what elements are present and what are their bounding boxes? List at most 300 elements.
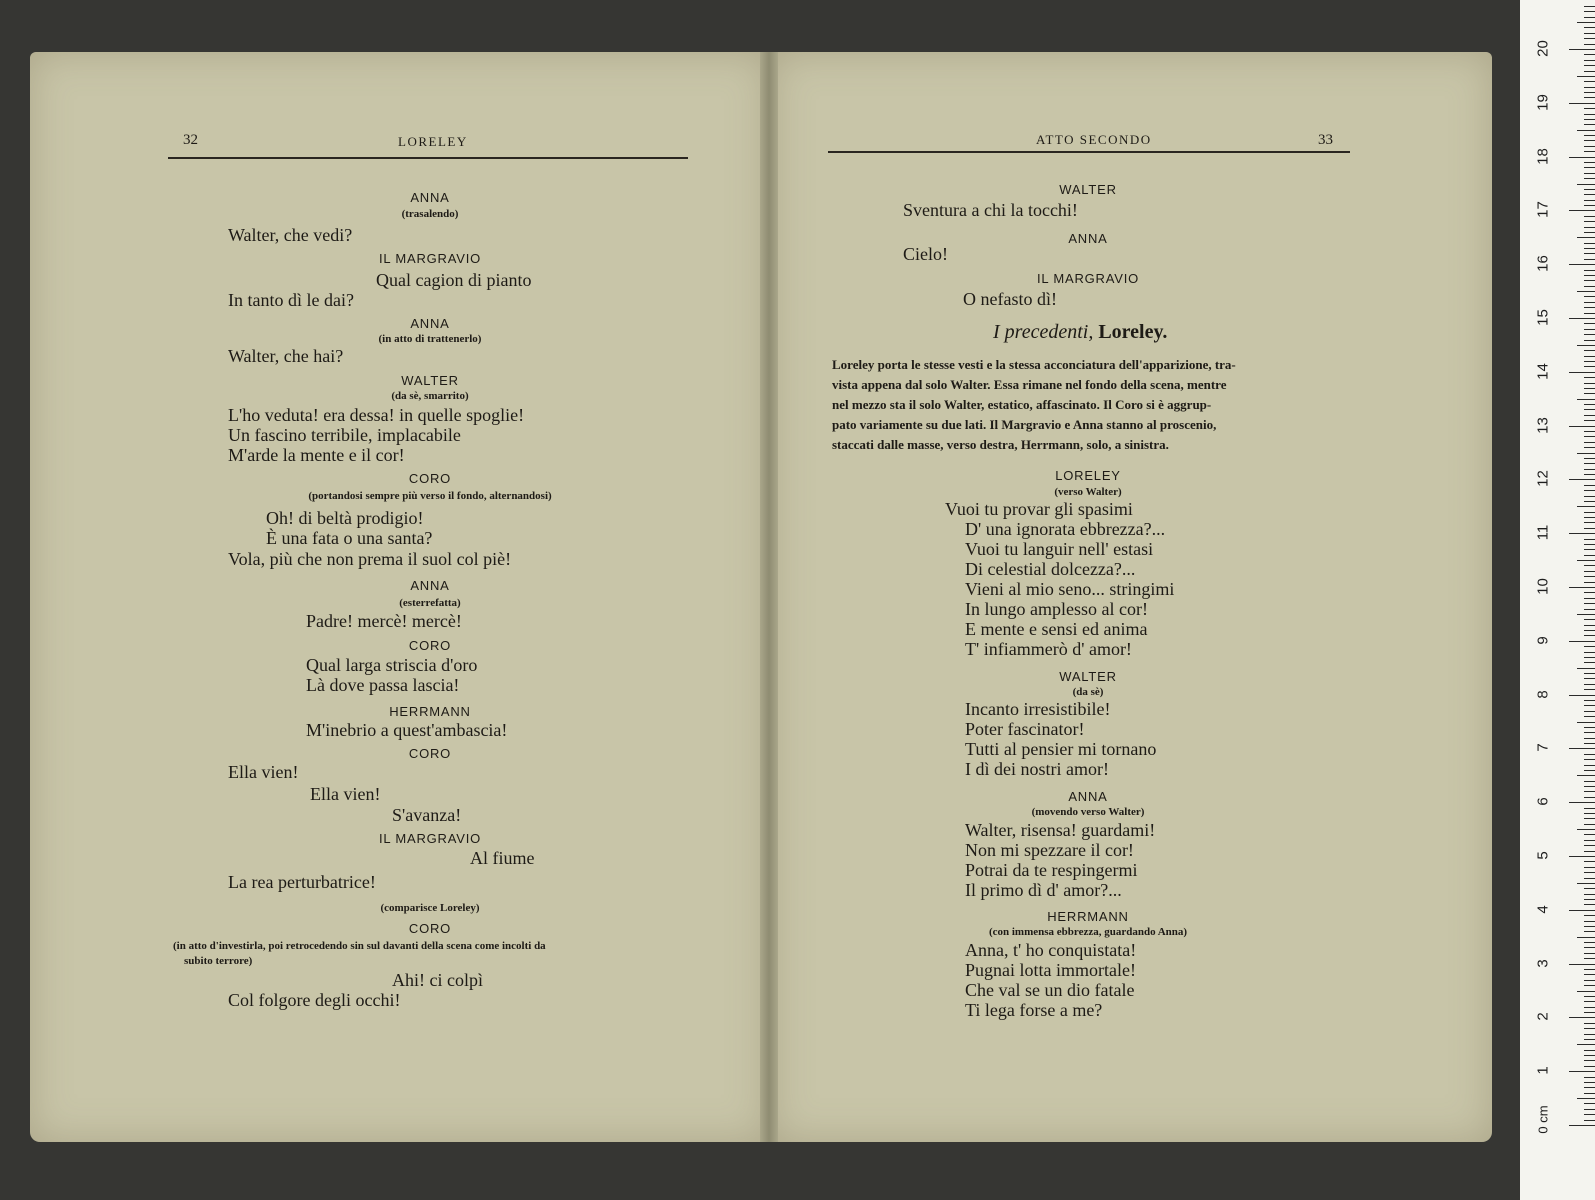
ruler-tick [1584, 759, 1595, 760]
ruler-tick [1584, 259, 1595, 260]
ruler-tick [1584, 253, 1595, 254]
ruler-tick [1584, 662, 1595, 663]
ruler-tick [1584, 867, 1595, 868]
left-speaker-name: HERRMANN [389, 704, 471, 719]
right-stage-direction: (verso Walter) [1054, 486, 1122, 498]
ruler-tick [1577, 399, 1595, 400]
ruler-number: 10 [1534, 578, 1552, 595]
ruler-tick [1569, 641, 1595, 642]
ruler-number: 18 [1534, 147, 1552, 165]
ruler-tick [1584, 818, 1595, 819]
ruler-tick [1584, 947, 1595, 948]
ruler-tick [1584, 705, 1595, 706]
ruler-tick [1584, 178, 1595, 179]
ruler-tick [1584, 296, 1595, 297]
ruler-tick [1577, 883, 1595, 884]
ruler-tick [1577, 506, 1595, 507]
right-running-head: ATTO SECONDO [1036, 132, 1152, 147]
ruler-tick [1584, 888, 1595, 889]
ruler-tick [1584, 813, 1595, 814]
ruler-tick [1584, 340, 1595, 341]
ruler-tick [1584, 980, 1595, 981]
ruler-tick [1584, 996, 1595, 997]
ruler-tick [1584, 474, 1595, 475]
ruler-tick [1584, 393, 1595, 394]
scene-note [832, 355, 1236, 455]
ruler-tick [1569, 157, 1595, 158]
ruler-tick [1584, 754, 1595, 755]
right-speaker-name: ANNA [1068, 789, 1108, 804]
right-speaker-name: ANNA [1068, 231, 1108, 246]
ruler-tick [1584, 490, 1595, 491]
ruler-tick [1584, 54, 1595, 55]
ruler-tick [1584, 926, 1595, 927]
ruler-tick [1584, 447, 1595, 448]
ruler-tick [1584, 97, 1595, 98]
ruler-tick [1577, 775, 1595, 776]
ruler-tick [1569, 1125, 1595, 1126]
ruler-tick [1577, 668, 1595, 669]
left-verse-line: In tanto dì le dai? [228, 290, 354, 310]
ruler-number: 11 [1534, 524, 1552, 541]
ruler-tick [1584, 436, 1595, 437]
ruler-tick [1569, 479, 1595, 480]
ruler-tick [1584, 404, 1595, 405]
ruler-tick [1577, 22, 1595, 23]
ruler-tick [1584, 899, 1595, 900]
ruler-tick [1584, 571, 1595, 572]
ruler-tick [1584, 1109, 1595, 1110]
right-speaker-name: LORELEY [1055, 468, 1121, 483]
left-verse-line: Padre! mercè! mercè! [306, 611, 462, 631]
ruler-tick [1569, 910, 1595, 911]
right-verse-line: Tutti al pensier mi tornano [965, 739, 1157, 759]
ruler-tick [1577, 237, 1595, 238]
ruler-tick [1584, 194, 1595, 195]
ruler-tick [1584, 878, 1595, 879]
ruler-tick [1584, 592, 1595, 593]
ruler-tick [1584, 582, 1595, 583]
right-verse-line: Ti lega forse a me? [965, 1000, 1103, 1020]
ruler-number: 6 [1534, 797, 1552, 806]
left-page-number: 32 [183, 132, 198, 148]
ruler-number: 7 [1534, 743, 1552, 753]
right-speaker-name: WALTER [1059, 669, 1117, 684]
scene-note-line: Loreley porta le stesse vesti e la stessa acconciatura dell'apparizione, tra- [832, 357, 1236, 372]
ruler-tick [1584, 275, 1595, 276]
left-verse-line: Ella vien! [310, 784, 381, 804]
left-stage-direction: (esterrefatta) [399, 597, 461, 609]
right-stage-direction: (con immensa ebbrezza, guardando Anna) [988, 926, 1188, 938]
ruler-tick [1584, 227, 1595, 228]
left-speaker-name: CORO [408, 471, 452, 486]
ruler-tick [1584, 555, 1595, 556]
ruler-tick [1584, 377, 1595, 378]
ruler-number: 5 [1534, 851, 1552, 860]
left-speaker-name: CORO [408, 746, 452, 761]
ruler-tick [1577, 937, 1595, 938]
ruler-tick [1584, 200, 1595, 201]
ruler-tick [1577, 76, 1595, 77]
ruler-tick [1584, 517, 1595, 518]
scene-title [993, 321, 1167, 344]
ruler-tick [1584, 974, 1595, 975]
ruler-tick [1584, 420, 1595, 421]
ruler-tick [1584, 366, 1595, 367]
left-speaker-name: IL MARGRAVIO [378, 831, 482, 846]
right-verse-line: Non mi spezzare il cor! [965, 840, 1134, 860]
right-verse-line: D' una ignorata ebbrezza?... [965, 519, 1166, 539]
ruler-tick [1569, 748, 1595, 749]
ruler-number: 2 [1534, 1012, 1552, 1022]
ruler-number: 15 [1534, 309, 1552, 326]
ruler-tick [1584, 71, 1595, 72]
ruler-tick [1584, 684, 1595, 685]
ruler-tick [1577, 722, 1595, 723]
ruler-tick [1584, 334, 1595, 335]
right-verse-line: Vuoi tu provar gli spasimi [945, 499, 1133, 519]
ruler-tick [1584, 329, 1595, 330]
right-verse-line: Vuoi tu languir nell' estasi [965, 539, 1154, 559]
ruler-tick [1584, 1055, 1595, 1056]
scene-note-line: nel mezzo sta il solo Walter, estatico, affascinato. Il Coro si è aggrup- [832, 397, 1212, 412]
ruler-tick [1584, 44, 1595, 45]
ruler-tick [1584, 598, 1595, 599]
scene-title-bold: Loreley. [1098, 321, 1168, 343]
ruler-tick [1584, 307, 1595, 308]
ruler-tick [1584, 1114, 1595, 1115]
right-verse-line: E mente e sensi ed anima [965, 619, 1148, 639]
ruler-tick [1584, 1001, 1595, 1002]
ruler-tick [1584, 512, 1595, 513]
ruler-number: 1 [1534, 1066, 1552, 1075]
ruler-tick [1584, 350, 1595, 351]
left-verse-line: Qual cagion di pianto [376, 270, 532, 290]
ruler-tick [1584, 700, 1595, 701]
ruler-tick [1584, 791, 1595, 792]
ruler-tick [1584, 609, 1595, 610]
left-running-head: LORELEY [398, 134, 468, 149]
ruler-tick [1584, 205, 1595, 206]
ruler-tick [1577, 1044, 1595, 1045]
ruler-tick [1584, 786, 1595, 787]
ruler-number: 4 [1534, 905, 1552, 914]
left-speaker-name: CORO [408, 921, 452, 936]
ruler-tick [1584, 1103, 1595, 1104]
ruler-tick [1584, 485, 1595, 486]
ruler-tick [1584, 280, 1595, 281]
ruler-tick [1584, 765, 1595, 766]
ruler-tick [1584, 953, 1595, 954]
ruler-tick [1584, 1007, 1595, 1008]
ruler-tick [1584, 522, 1595, 523]
ruler-tick [1584, 38, 1595, 39]
ruler-tick [1584, 313, 1595, 314]
ruler-tick [1584, 625, 1595, 626]
ruler-tick [1584, 383, 1595, 384]
ruler-tick [1584, 469, 1595, 470]
ruler-tick [1584, 442, 1595, 443]
ruler-tick [1584, 216, 1595, 217]
left-verse-line: L'ho veduta! era dessa! in quelle spoglie! [228, 405, 525, 425]
ruler-tick [1584, 146, 1595, 147]
left-verse-line: È una fata o una santa? [266, 528, 433, 548]
ruler-tick [1584, 1087, 1595, 1088]
ruler-tick [1584, 496, 1595, 497]
ruler-tick [1584, 323, 1595, 324]
ruler-tick [1569, 318, 1595, 319]
ruler-tick [1584, 286, 1595, 287]
ruler-tick [1584, 797, 1595, 798]
ruler-tick [1584, 189, 1595, 190]
ruler-tick [1584, 824, 1595, 825]
ruler-tick [1584, 1066, 1595, 1067]
ruler-tick [1584, 1012, 1595, 1013]
left-verse-line: Col folgore degli occhi! [228, 990, 401, 1010]
ruler-tick [1584, 894, 1595, 895]
ruler-tick [1584, 549, 1595, 550]
ruler-tick [1584, 81, 1595, 82]
ruler-tick [1584, 173, 1595, 174]
ruler-tick [1584, 539, 1595, 540]
ruler-tick [1584, 603, 1595, 604]
measuring-ruler [1520, 0, 1595, 1200]
scene-title-italic: I precedenti, [993, 321, 1094, 343]
ruler-tick [1584, 388, 1595, 389]
right-verse-line: O nefasto dì! [963, 289, 1057, 309]
ruler-tick [1584, 17, 1595, 18]
ruler-tick [1584, 6, 1595, 7]
ruler-tick [1584, 60, 1595, 61]
ruler-tick [1584, 1082, 1595, 1083]
ruler-tick [1584, 167, 1595, 168]
right-verse-line: Cielo! [903, 244, 948, 264]
ruler-tick [1584, 87, 1595, 88]
ruler-number: 13 [1534, 416, 1552, 434]
ruler-tick [1584, 969, 1595, 970]
right-verse-line: T' infiammerò d' amor! [965, 639, 1132, 659]
ruler-tick [1584, 635, 1595, 636]
ruler-tick [1569, 856, 1595, 857]
ruler-tick [1584, 915, 1595, 916]
ruler-tick [1584, 27, 1595, 28]
ruler-tick [1584, 458, 1595, 459]
left-verse-line: Walter, che vedi? [228, 225, 353, 245]
left-stage-direction: (da sè, smarrito) [391, 390, 469, 402]
ruler-tick [1584, 1120, 1595, 1121]
left-verse-line: Qual larga striscia d'oro [306, 655, 478, 675]
scene-note-line: staccati dalle masse, verso destra, Herrmann, solo, a sinistra. [832, 437, 1169, 452]
ruler-number: 12 [1534, 470, 1552, 488]
ruler-tick [1569, 587, 1595, 588]
ruler-tick [1584, 119, 1595, 120]
ruler-number: 17 [1534, 201, 1552, 219]
ruler-tick [1584, 135, 1595, 136]
book-gutter [760, 52, 778, 1142]
ruler-tick [1577, 1098, 1595, 1099]
ruler-tick [1584, 576, 1595, 577]
ruler-tick [1569, 695, 1595, 696]
ruler-tick [1584, 544, 1595, 545]
ruler-tick [1569, 372, 1595, 373]
ruler-tick [1584, 11, 1595, 12]
ruler-tick [1584, 732, 1595, 733]
left-speaker-name: CORO [408, 638, 452, 653]
ruler-tick [1584, 140, 1595, 141]
left-stage-note-line: (in atto d'investirla, poi retrocedendo sin sul davanti della scena come incolti da [173, 940, 546, 952]
ruler-tick [1584, 565, 1595, 566]
ruler-tick [1584, 361, 1595, 362]
right-verse-line: Incanto irresistibile! [965, 699, 1111, 719]
left-verse-line: Ahi! ci colpì [392, 970, 483, 990]
ruler-tick [1577, 829, 1595, 830]
ruler-tick [1584, 248, 1595, 249]
right-verse-line: Di celestial dolcezza?... [965, 559, 1136, 579]
ruler-tick [1584, 921, 1595, 922]
ruler-tick [1584, 1060, 1595, 1061]
left-verse-line: M'arde la mente e il cor! [228, 445, 405, 465]
ruler-tick [1584, 619, 1595, 620]
ruler-tick [1584, 1093, 1595, 1094]
ruler-tick [1584, 652, 1595, 653]
ruler-tick [1584, 711, 1595, 712]
ruler-tick [1584, 851, 1595, 852]
ruler-tick [1584, 270, 1595, 271]
ruler-tick [1584, 162, 1595, 163]
ruler-tick [1584, 243, 1595, 244]
ruler-tick [1569, 533, 1595, 534]
ruler-tick [1569, 1071, 1595, 1072]
ruler-number: 16 [1534, 255, 1552, 273]
ruler-number: 8 [1534, 689, 1552, 699]
ruler-tick [1584, 861, 1595, 862]
right-verse-line: Walter, risensa! guardami! [965, 820, 1156, 840]
ruler-tick [1569, 103, 1595, 104]
left-verse-line: Vola, più che non prema il suol col piè! [228, 549, 512, 569]
right-verse-line: Che val se un dio fatale [965, 980, 1135, 1000]
left-speaker-name: ANNA [410, 190, 450, 205]
left-stage-direction: (trasalendo) [401, 208, 459, 220]
ruler-tick [1584, 1034, 1595, 1035]
ruler-tick [1584, 716, 1595, 717]
left-speaker-name: IL MARGRAVIO [378, 251, 482, 266]
ruler-tick [1584, 1077, 1595, 1078]
ruler-tick [1584, 845, 1595, 846]
ruler-tick [1569, 964, 1595, 965]
ruler-tick [1577, 291, 1595, 292]
ruler-tick [1584, 985, 1595, 986]
ruler-tick [1584, 958, 1595, 959]
ruler-tick [1584, 738, 1595, 739]
scene-note-line: vista appena dal solo Walter. Essa rimane nel fondo della scena, mentre [832, 377, 1227, 392]
ruler-tick [1584, 1039, 1595, 1040]
right-verse-line: I dì dei nostri amor! [965, 759, 1109, 779]
ruler-number: 19 [1534, 93, 1552, 111]
left-verse-line: La rea perturbatrice! [228, 872, 376, 892]
ruler-tick [1584, 743, 1595, 744]
ruler-tick [1584, 904, 1595, 905]
ruler-tick [1584, 108, 1595, 109]
left-stage-direction: (portandosi sempre più verso il fondo, alternandosi) [308, 490, 552, 502]
left-verse-line: Al fiume [470, 848, 535, 868]
ruler-tick [1584, 727, 1595, 728]
right-verse-line: Pugnai lotta immortale! [965, 960, 1136, 980]
ruler-tick [1584, 630, 1595, 631]
left-verse-line: M'inebrio a quest'ambascia! [306, 720, 508, 740]
left-stage-direction: (in atto di trattenerlo) [378, 333, 482, 345]
ruler-tick [1577, 130, 1595, 131]
right-stage-direction: (da sè) [1072, 686, 1104, 698]
ruler-tick [1569, 1017, 1595, 1018]
right-speaker-name: HERRMANN [1047, 909, 1129, 924]
ruler-number: 14 [1534, 362, 1552, 380]
ruler-tick [1584, 781, 1595, 782]
ruler-tick [1584, 124, 1595, 125]
ruler-unit-label: 0 cm [1535, 1105, 1551, 1134]
ruler-tick [1584, 834, 1595, 835]
left-speaker-name: ANNA [410, 578, 450, 593]
ruler-tick [1584, 302, 1595, 303]
ruler-tick [1584, 409, 1595, 410]
right-verse-line: In lungo amplesso al cor! [965, 599, 1148, 619]
ruler-tick [1584, 673, 1595, 674]
right-verse-line: Sventura a chi la tocchi! [903, 200, 1078, 220]
ruler-tick [1577, 560, 1595, 561]
left-stage-direction: (comparisce Loreley) [380, 902, 480, 914]
left-verse-line: Oh! di beltà prodigio! [266, 508, 424, 528]
right-verse-line: Potrai da te respingermi [965, 860, 1138, 880]
ruler-tick [1584, 770, 1595, 771]
ruler-tick [1584, 942, 1595, 943]
ruler-tick [1584, 646, 1595, 647]
right-header-rule [828, 151, 1350, 153]
right-speaker-name: IL MARGRAVIO [1036, 271, 1140, 286]
ruler-tick [1584, 221, 1595, 222]
left-verse-line: Walter, che hai? [228, 346, 344, 366]
ruler-tick [1584, 931, 1595, 932]
ruler-tick [1577, 345, 1595, 346]
left-header-rule [168, 157, 688, 159]
right-page-number: 33 [1318, 132, 1333, 148]
right-stage-direction: (movendo verso Walter) [1031, 806, 1145, 818]
ruler-tick [1584, 657, 1595, 658]
ruler-tick [1584, 431, 1595, 432]
ruler-tick [1584, 151, 1595, 152]
scene-note-line: pato variamente su due lati. Il Margravio e Anna stanno al proscenio, [832, 417, 1217, 432]
left-verse-line: Un fascino terribile, implacabile [228, 425, 461, 445]
ruler-tick [1584, 840, 1595, 841]
ruler-tick [1569, 802, 1595, 803]
ruler-tick [1584, 65, 1595, 66]
ruler-tick [1584, 1023, 1595, 1024]
left-verse-line: Là dove passa lascia! [306, 675, 460, 695]
ruler-tick [1584, 114, 1595, 115]
ruler-number: 20 [1534, 40, 1552, 57]
ruler-tick [1584, 232, 1595, 233]
ruler-tick [1584, 463, 1595, 464]
right-verse-line: Poter fascinator! [965, 719, 1085, 739]
right-verse-line: Anna, t' ho conquistata! [965, 940, 1137, 960]
ruler-number: 9 [1534, 636, 1552, 645]
ruler-tick [1569, 49, 1595, 50]
right-verse-line: Il primo dì d' amor?... [965, 880, 1122, 900]
ruler-tick [1584, 872, 1595, 873]
ruler-tick [1584, 1050, 1595, 1051]
ruler-tick [1577, 184, 1595, 185]
ruler-tick [1584, 528, 1595, 529]
left-speaker-name: ANNA [410, 316, 450, 331]
ruler-tick [1584, 415, 1595, 416]
